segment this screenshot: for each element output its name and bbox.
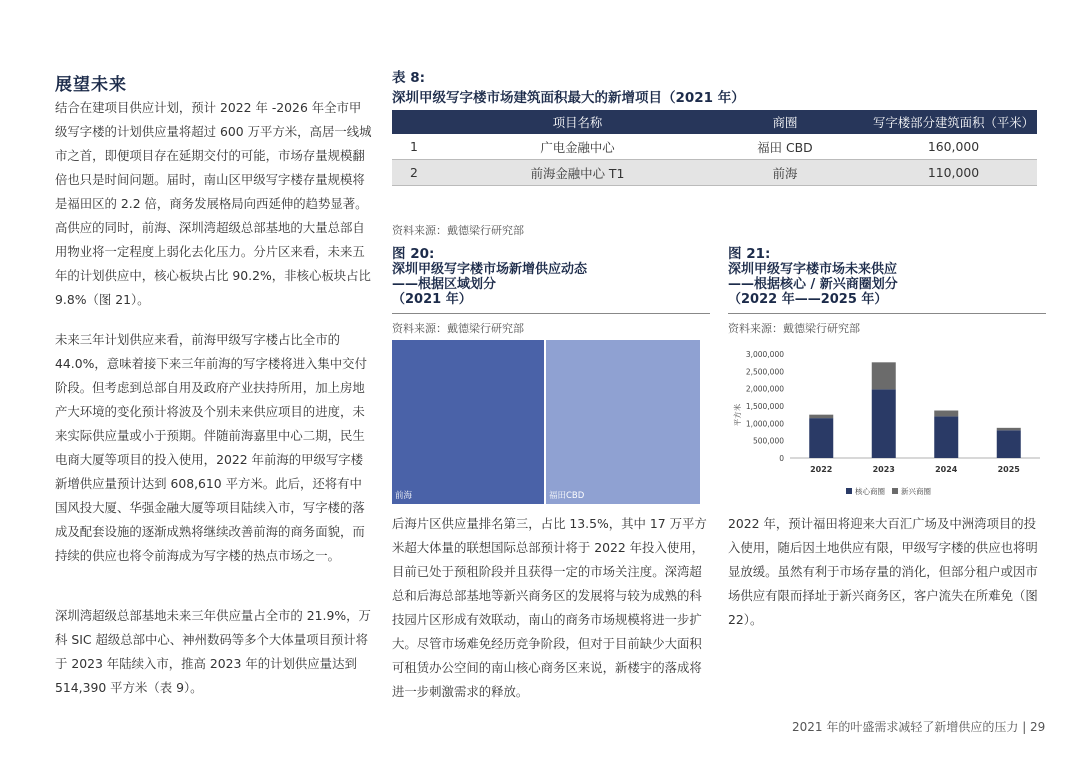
divider	[392, 313, 710, 314]
table-label: 表 8:	[392, 70, 425, 86]
y-tick-label: 2,500,000	[745, 367, 784, 377]
x-tick-label: 2024	[935, 465, 958, 474]
treemap-cell-futian	[546, 340, 700, 504]
bar-core-2025	[997, 430, 1021, 458]
paragraph-3: 深圳湾超级总部基地未来三年供应量占全市的 21.9%，万科 SIC 超级总部中心、神州数码等多个大体量项目预计将于 2023 年陆续入市，推高 2023 年的计划供应量达到 514,390 平方米（表 9）。	[55, 608, 371, 695]
table-cell: 110,000	[870, 160, 1037, 186]
table-header: 写字楼部分建筑面积（平米）	[870, 110, 1037, 134]
page-footer	[792, 718, 1045, 735]
figure-20-label: 图 20:	[392, 246, 435, 262]
bar-emerging-2024	[934, 411, 958, 417]
figure-20-subtitle: ——根据区域划分	[392, 277, 497, 292]
x-tick-label: 2025	[997, 465, 1020, 474]
legend-swatch	[846, 488, 852, 494]
bar-core-2023	[872, 389, 896, 458]
table-header: 项目名称	[455, 110, 700, 134]
table-title: 深圳甲级写字楼市场建筑面积最大的新增项目（2021 年）	[392, 90, 745, 106]
table-cell: 160,000	[870, 134, 1037, 160]
table-cell: 前海金融中心 T1	[455, 160, 700, 186]
bar-emerging-2023	[872, 362, 896, 389]
table-source: 资料来源：戴德梁行研究部	[392, 224, 524, 237]
figure-20-title: 深圳甲级写字楼市场新增供应动态	[392, 262, 588, 277]
x-tick-label: 2023	[872, 465, 895, 474]
bar-emerging-2022	[809, 415, 833, 418]
figure-21-years: （2022 年——2025 年）	[728, 292, 888, 307]
paragraph-1: 结合在建项目供应计划，预计 2022 年 -2026 年全市甲级写字楼的计划供应量将超过 600 万平方米，高居一线城市之首，即便项目存在延期交付的可能，市场存量规模翻倍也只是时间问题。届时，南山区甲级写字楼存量规模将是福田区的 2.2 倍，商务发展格局向西延伸的趋势显著。高供应的同时，前海、深圳湾超级总部基地的大量总部自用物业将一定程度上弱化去化压力。分片区来看，未来五年的计划供应中，核心板块占比 90.2%，非核心板块占比 9.8%（图 21）。	[55, 100, 372, 307]
table-header	[392, 110, 455, 134]
y-tick-label: 1,000,000	[745, 419, 784, 429]
figure-20-source: 资料来源：戴德梁行研究部	[392, 322, 524, 335]
figure-21-source: 资料来源：戴德梁行研究部	[728, 322, 860, 335]
legend-label: 核心商圈	[855, 487, 885, 496]
bar-core-2022	[809, 418, 833, 458]
table-cell: 广电金融中心	[455, 134, 700, 160]
figure-21-title: 深圳甲级写字楼市场未来供应	[728, 262, 898, 277]
treemap-label: 福田CBD	[549, 491, 585, 501]
page-number: 29	[1030, 720, 1046, 734]
figure-21-subtitle: ——根据核心 / 新兴商圈划分	[728, 277, 898, 292]
y-tick-label: 3,000,000	[745, 350, 784, 359]
bar-core-2024	[934, 416, 958, 458]
bar-emerging-2025	[997, 428, 1021, 430]
table-header: 商圈	[700, 110, 870, 134]
divider	[728, 313, 1046, 314]
paragraph-2: 未来三年计划供应来看，前海甲级写字楼占比全市的 44.0%，意味着接下来三年前海的写字楼将进入集中交付阶段。但考虑到总部自用及政府产业扶持所用，加上房地产大环境的变化预计将波及个别未来供应项目的进度，未来实际供应量或小于预期。伴随前海嘉里中心二期，民生电商大厦等项目的投入使用，2022 年前海的甲级写字楼新增供应量预计达到 608,610 平方米。此后，还将有中国风投大厦、华强金融大厦等项目陆续入市，写字楼的落成及配套设施的逐渐成熟将继续改善前海的商务面貌，而持续的供应也将令前海成为写字楼的热点市场之一。	[55, 332, 367, 563]
table-cell: 1	[392, 134, 455, 160]
section-heading: 展望未来	[55, 75, 127, 95]
table-cell: 2	[392, 160, 455, 186]
footer-separator: |	[1022, 720, 1031, 734]
y-tick-label: 1,500,000	[745, 402, 784, 411]
table-row	[392, 134, 1037, 160]
table-cell: 福田 CBD	[700, 134, 870, 160]
x-tick-label: 2022	[810, 465, 833, 474]
table-cell: 前海	[700, 160, 870, 186]
footer-text: 2021 年的叶盛需求减轻了新增供应的压力	[792, 720, 1019, 734]
treemap-chart	[392, 340, 700, 504]
right-paragraph: 2022 年，预计福田将迎来大百汇广场及中洲湾项目的投入使用，随后因土地供应有限，甲级写字楼的供应也将明显放缓。虽然有利于市场存量的消化，但部分租户或因市场供应有限而择址于新兴商务区，客户流失在所难免（图 22）。	[728, 516, 1038, 627]
table-8	[392, 110, 1037, 186]
legend-label: 新兴商圈	[901, 487, 931, 496]
treemap-cell-qianhai	[392, 340, 544, 504]
y-tick-label: 2,000,000	[745, 384, 784, 394]
table-row	[392, 160, 1037, 186]
figure-21-label: 图 21:	[728, 246, 771, 262]
treemap-label: 前海	[395, 491, 413, 501]
middle-paragraph: 后海片区供应量排名第三，占比 13.5%，其中 17 万平方米超大体量的联想国际总部预计将于 2022 年投入使用，目前已处于预租阶段并且获得一定的市场关注度。深湾超总和后海总部基地等新兴商务区的发展将与较为成熟的科技园片区形成有效联动，南山的商务市场规模将进一步扩大。尽管市场难免经历竞争阶段，但对于目前缺少大面积可租赁办公空间的南山核心商务区来说，新楼宇的落成将进一步刺激需求的释放。	[392, 516, 707, 699]
legend-swatch	[892, 488, 898, 494]
stacked-bar-chart	[728, 340, 1046, 504]
figure-20-year: （2021 年）	[392, 292, 472, 307]
y-tick-label: 0	[779, 454, 784, 463]
y-axis-label: 平方米	[733, 403, 742, 427]
y-tick-label: 500,000	[752, 436, 784, 446]
